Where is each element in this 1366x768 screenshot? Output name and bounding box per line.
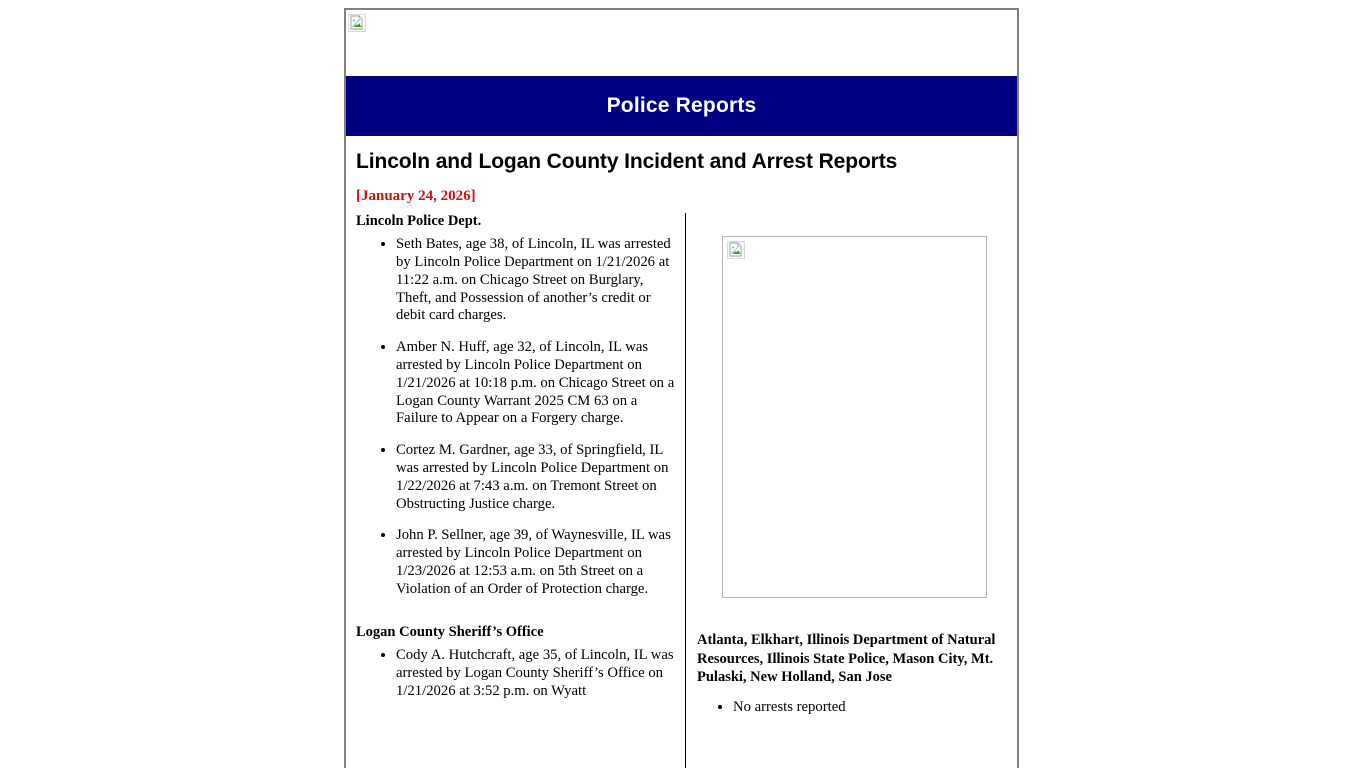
left-column [356,213,686,768]
arrest-list-lincoln-police [356,236,679,598]
photo-placeholder [722,236,987,598]
agency-heading-logan-county-sheriff: Logan County Sheriff’s Office [356,624,544,641]
list-item: • John P. Sellner, age 39, of Waynesville, IL was arrested by Lincoln Police Department on 1/23/2026 at 12:53 a.m. on 5th Street on a Violation of an Order of Protection charge. [396,527,679,598]
content-area [346,136,1017,768]
right-column [686,213,1017,716]
masthead-banner [346,10,1017,76]
list-item: • Amber N. Huff, age 32, of Lincoln, IL was arrested by Lincoln Police Department on 1/21/2026 at 10:18 p.m. on Chicago Street on a Logan County Warrant 2025 CM 63 on a Failure to Appear on a Forgery charge. [396,339,679,428]
list-item: • Cody A. Hutchcraft, age 35, of Lincoln, IL was arrested by Logan County Sheriff’s Office on 1/21/2026 at 3:52 p.m. on Wyatt [396,647,679,700]
list-item: • No arrests reported [733,699,1017,717]
two-column-layout [356,213,1017,768]
broken-image-icon[interactable] [727,241,745,259]
agency-group-heading: Atlanta, Elkhart, Illinois Department of Natural Resources, Illinois State Police, Mason City, Mt. Pulaski, New Holland, San Jose [697,632,996,686]
broken-image-icon[interactable] [348,14,366,32]
list-item: • Cortez M. Gardner, age 33, of Springfield, IL was arrested by Lincoln Police Department on 1/22/2026 at 7:43 a.m. on Tremont Street on Obstructing Justice charge. [396,442,679,513]
agency-heading-lincoln-police: Lincoln Police Dept. [356,213,482,230]
list-item: • Seth Bates, age 38, of Lincoln, IL was arrested by Lincoln Police Department on 1/21/2026 at 11:22 a.m. on Chicago Street on Burglary, Theft, and Possession of another’s credit or debit card charges. [396,236,679,325]
arrest-list-rural-agencies [697,699,1017,717]
page-title: Lincoln and Logan County Incident and Arrest Reports [356,150,898,173]
arrest-list-logan-county-sheriff [356,647,679,700]
report-date: [January 24, 2026] [356,188,476,205]
title-band-label: Police Reports [606,94,757,117]
page-frame [344,8,1019,768]
police-reports-title-band [346,76,1017,136]
